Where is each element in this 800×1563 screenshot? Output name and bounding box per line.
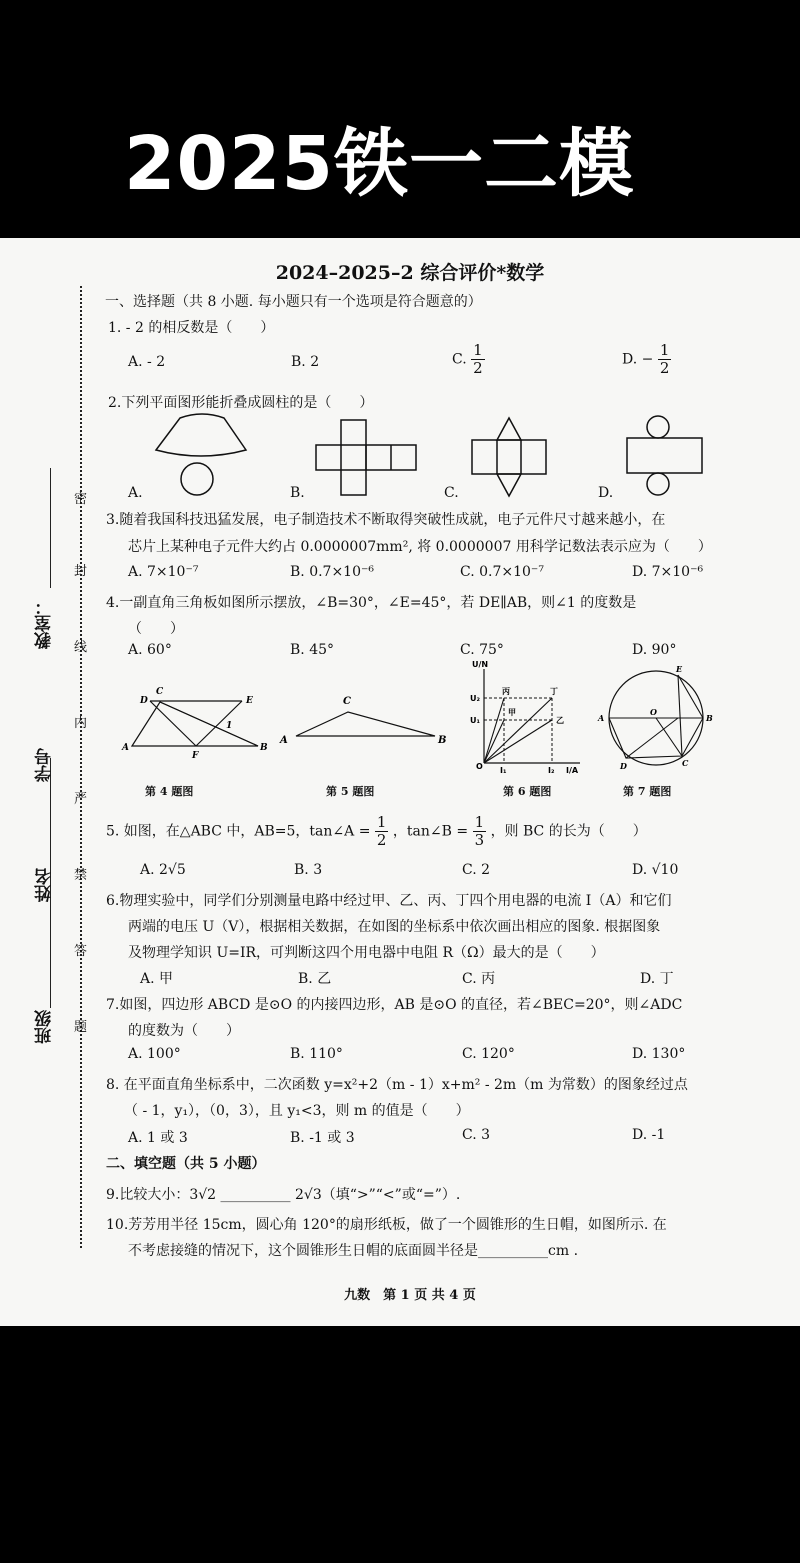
q4-line-2: （ ） xyxy=(128,621,184,637)
figure-7-caption: 第 7 题图 xyxy=(623,785,672,798)
fig7-label-c: C xyxy=(682,758,689,768)
q2-option-a: A. xyxy=(128,485,143,501)
q6-option-d: D. 丁 xyxy=(640,971,674,987)
fig6-i2: I₂ xyxy=(548,766,555,775)
q8-option-d: D. -1 xyxy=(632,1127,666,1143)
q1-option-a: A. - 2 xyxy=(128,354,166,370)
q2-figure-c xyxy=(470,418,550,498)
q7-option-d: D. 130° xyxy=(632,1046,686,1062)
banner-title: 2025铁一二模 xyxy=(124,121,634,207)
q8-line-2: （ - 1，y₁），（0，3），且 y₁<3，则 m 的值是（ ） xyxy=(124,1103,470,1119)
fig6-u1: U₁ xyxy=(470,716,480,725)
fig6-bing: 丙 xyxy=(502,687,510,696)
class-label: 班级 xyxy=(35,1010,55,1044)
fig7-label-b: B xyxy=(706,713,713,723)
fig4-label-1: 1 xyxy=(226,721,233,731)
q2-stem: 2.下列平面图形能折叠成圆柱的是（ ） xyxy=(108,395,374,411)
q1-option-d: D. − $\frac{1}{2}$ xyxy=(622,341,670,377)
q2-figure-a xyxy=(150,416,250,498)
q10-line-2: 不考虑接缝的情况下，这个圆锥形生日帽的底面圆半径是__________cm . xyxy=(128,1243,579,1259)
q1-option-b: B. 2 xyxy=(291,354,320,370)
room-label: 教室： xyxy=(35,598,55,649)
q5-stem: 5. 如图，在△ABC 中，AB=5，tan∠A = $\frac{1}{2}$ ，tan∠B = $\frac{1}{3}$ ，则 BC 的长为（ ） xyxy=(106,813,647,849)
exam-title: 2024–2025–2 综合评价*数学 xyxy=(275,262,545,284)
q2-option-c: C. xyxy=(444,485,459,501)
fig6-ding: 丁 xyxy=(550,687,558,696)
q4-line-1: 4.一副直角三角板如图所示摆放，∠B=30°，∠E=45°，若 DE∥AB，则∠1 的度数是 xyxy=(106,595,637,611)
q2-figure-d xyxy=(625,414,705,498)
seal-char: 密 xyxy=(74,492,88,507)
q3-line-2: 芯片上某种电子元件大约占 0.0000007mm², 将 0.0000007 用科学记数法表示应为（ ） xyxy=(128,539,712,555)
q6-line-1: 6.物理实验中，同学们分别测量电路中经过甲、乙、丙、丁四个用电器的电流 I（A）和它们 xyxy=(106,893,672,909)
q2-option-b: B. xyxy=(290,485,305,501)
id-label: 学号 xyxy=(35,748,55,782)
figure-4 xyxy=(122,678,272,761)
figure-7 xyxy=(596,666,714,770)
q3-option-d: D. 7×10⁻⁶ xyxy=(632,564,704,580)
name-label: 姓名 xyxy=(35,868,55,902)
q5-option-c: C. 2 xyxy=(462,862,491,878)
q5-option-d: D. √10 xyxy=(632,862,679,878)
figure-4-caption: 第 4 题图 xyxy=(145,785,194,798)
room-underline xyxy=(50,468,51,588)
q1-option-c: C. $\frac{1}{2}$ xyxy=(452,341,483,377)
figure-5-caption: 第 5 题图 xyxy=(326,785,375,798)
figure-5 xyxy=(280,696,450,748)
section-1-heading: 一、选择题（共 8 小题. 每小题只有一个选项是符合题意的） xyxy=(105,294,482,310)
bottom-black-band xyxy=(0,1326,800,1563)
section-2-heading: 二、填空题（共 5 小题） xyxy=(106,1156,266,1172)
fig7-label-d: D xyxy=(620,761,627,771)
fig4-label-c: C xyxy=(156,687,164,697)
q6-option-a: A. 甲 xyxy=(140,971,174,987)
fig6-x-axis: I/A xyxy=(566,766,579,775)
q7-line-1: 7.如图，四边形 ABCD 是⊙O 的内接四边形，AB 是⊙O 的直径，若∠BEC=20°，则∠ADC xyxy=(106,997,683,1013)
q4-option-d: D. 90° xyxy=(632,642,677,658)
q6-option-c: C. 丙 xyxy=(462,971,496,987)
seal-char: 内 xyxy=(74,716,88,731)
q2-figure-b xyxy=(316,418,420,496)
q6-option-b: B. 乙 xyxy=(298,971,332,987)
fig4-label-f: F xyxy=(192,751,199,761)
fig6-u2: U₂ xyxy=(470,694,480,703)
fig6-origin: O xyxy=(476,762,483,771)
fig7-label-a: A xyxy=(598,713,605,723)
fig6-jia: 甲 xyxy=(508,708,516,717)
q7-option-b: B. 110° xyxy=(290,1046,343,1062)
q7-option-a: A. 100° xyxy=(128,1046,181,1062)
fig7-label-e: E xyxy=(676,664,683,674)
q4-option-c: C. 75° xyxy=(460,642,504,658)
fig5-label-b: B xyxy=(438,735,447,746)
fig7-label-o: O xyxy=(650,707,657,717)
page-footer: 九数 第 1 页 共 4 页 xyxy=(344,1288,476,1303)
fig5-label-a: A xyxy=(280,735,288,746)
fig5-label-c: C xyxy=(343,696,351,707)
binding-dotted-line xyxy=(80,286,82,1248)
fig6-y-axis: U/N xyxy=(472,660,489,669)
seal-char: 答 xyxy=(74,944,88,959)
q8-option-b: B. -1 或 3 xyxy=(290,1130,355,1146)
fig6-yi: 乙 xyxy=(556,716,564,725)
fig4-label-a: A xyxy=(122,743,129,753)
q1-stem: 1. - 2 的相反数是（ ） xyxy=(108,320,275,336)
q8-option-a: A. 1 或 3 xyxy=(128,1130,188,1146)
fig4-label-e: E xyxy=(246,696,253,706)
seal-char: 题 xyxy=(74,1020,88,1035)
exam-page xyxy=(0,238,800,1326)
seal-char: 封 xyxy=(74,564,88,579)
fig4-label-d: D xyxy=(140,696,148,706)
seal-char: 禁 xyxy=(74,868,88,883)
q4-option-a: A. 60° xyxy=(128,642,172,658)
q7-option-c: C. 120° xyxy=(462,1046,515,1062)
fig6-i1: I₁ xyxy=(500,766,507,775)
q2-option-d: D. xyxy=(598,485,614,501)
seal-char: 线 xyxy=(74,640,88,655)
seal-char: 严 xyxy=(74,792,88,807)
figure-6-caption: 第 6 题图 xyxy=(503,785,552,798)
q4-option-b: B. 45° xyxy=(290,642,335,658)
q7-line-2: 的度数为（ ） xyxy=(128,1023,240,1039)
banner xyxy=(0,0,800,238)
fig4-label-b: B xyxy=(260,743,268,753)
q3-option-a: A. 7×10⁻⁷ xyxy=(128,564,199,580)
q5-option-b: B. 3 xyxy=(294,862,323,878)
q3-option-c: C. 0.7×10⁻⁷ xyxy=(460,564,544,580)
q3-option-b: B. 0.7×10⁻⁶ xyxy=(290,564,374,580)
q6-line-3: 及物理学知识 U=IR，可判断这四个用电器中电阻 R（Ω）最大的是（ ） xyxy=(128,945,605,961)
q6-line-2: 两端的电压 U（V），根据相关数据，在如图的坐标系中依次画出相应的图象. 根据图象 xyxy=(128,919,661,935)
q5-option-a: A. 2√5 xyxy=(140,862,186,878)
q3-line-1: 3.随着我国科技迅猛发展，电子制造技术不断取得突破性成就，电子元件尺寸越来越小，在 xyxy=(106,512,666,528)
figure-6 xyxy=(458,660,588,775)
q8-option-c: C. 3 xyxy=(462,1127,491,1143)
q8-line-1: 8. 在平面直角坐标系中，二次函数 y=x²+2（m - 1）x+m² - 2m（m 为常数）的图象经过点 xyxy=(106,1077,688,1093)
q10-line-1: 10.芳芳用半径 15cm，圆心角 120°的扇形纸板，做了一个圆锥形的生日帽，如图所示. 在 xyxy=(106,1217,667,1233)
q9-stem: 9.比较大小：3√2 __________ 2√3（填“>”“<”或“=”）. xyxy=(106,1187,461,1203)
